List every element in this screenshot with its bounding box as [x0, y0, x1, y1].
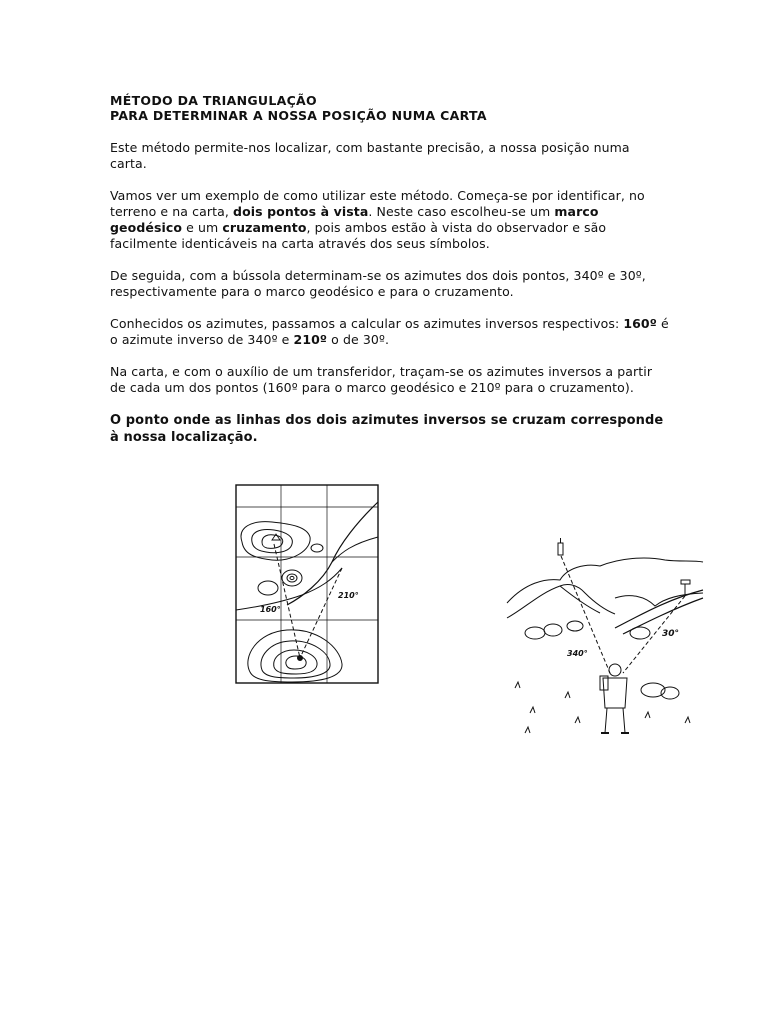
emphasis-geodesic-marker: marco geodésico	[110, 204, 599, 235]
title-line-2: PARA DETERMINAR A NOSSA POSIÇÃO NUMA CARTA	[110, 108, 487, 123]
paragraph-inverse-azimuths: Conhecidos os azimutes, passamos a calcular os azimutes inversos respectivos: 160º é o azimute inverso de 340º e 210º o de 30º.	[110, 316, 669, 347]
map-label-160: 160°	[260, 605, 281, 614]
scene-label-30: 30°	[662, 629, 680, 639]
paragraph-protractor: Na carta, e com o auxílio de um transferidor, traçam-se os azimutes inversos a partir de cada um dos pontos (160º para o marco geodésico e 210º para o cruzamento).	[110, 364, 653, 395]
paragraph-azimuths: De seguida, com a bússola determinam-se os azimutes dos dois pontos, 340º e 30º, respectivamente para o marco geodésico e para o cruzamento.	[110, 268, 646, 299]
emphasis-210: 210º	[293, 332, 328, 347]
emphasis-two-points: dois pontos à vista	[233, 204, 369, 219]
document-title	[110, 93, 670, 123]
paragraph-intro: Este método permite-nos localizar, com bastante precisão, a nossa posição numa carta.	[110, 140, 630, 171]
emphasis-crossroad: cruzamento	[222, 220, 307, 235]
emphasis-160: 160º	[623, 316, 657, 331]
topographic-map-figure	[232, 482, 382, 687]
scene-label-340: 340°	[567, 649, 588, 658]
paragraph-example: Vamos ver um exemplo de como utilizar este método. Começa-se por identificar, no terreno e na carta, dois pontos à vista. Neste caso escolheu-se um marco geodésico e um cruzamento, pois ambos estão à vista do observador e são facilmente identicáveis na carta através dos seus símbolos.	[110, 188, 645, 251]
title-line-1: MÉTODO DA TRIANGULAÇÃO	[110, 93, 317, 108]
landscape-scene-figure	[505, 538, 705, 743]
document-body	[110, 93, 670, 462]
paragraph-conclusion: O ponto onde as linhas dos dois azimutes inversos se cruzam corresponde à nossa localização.	[110, 413, 664, 445]
map-label-210: 210°	[338, 591, 359, 600]
